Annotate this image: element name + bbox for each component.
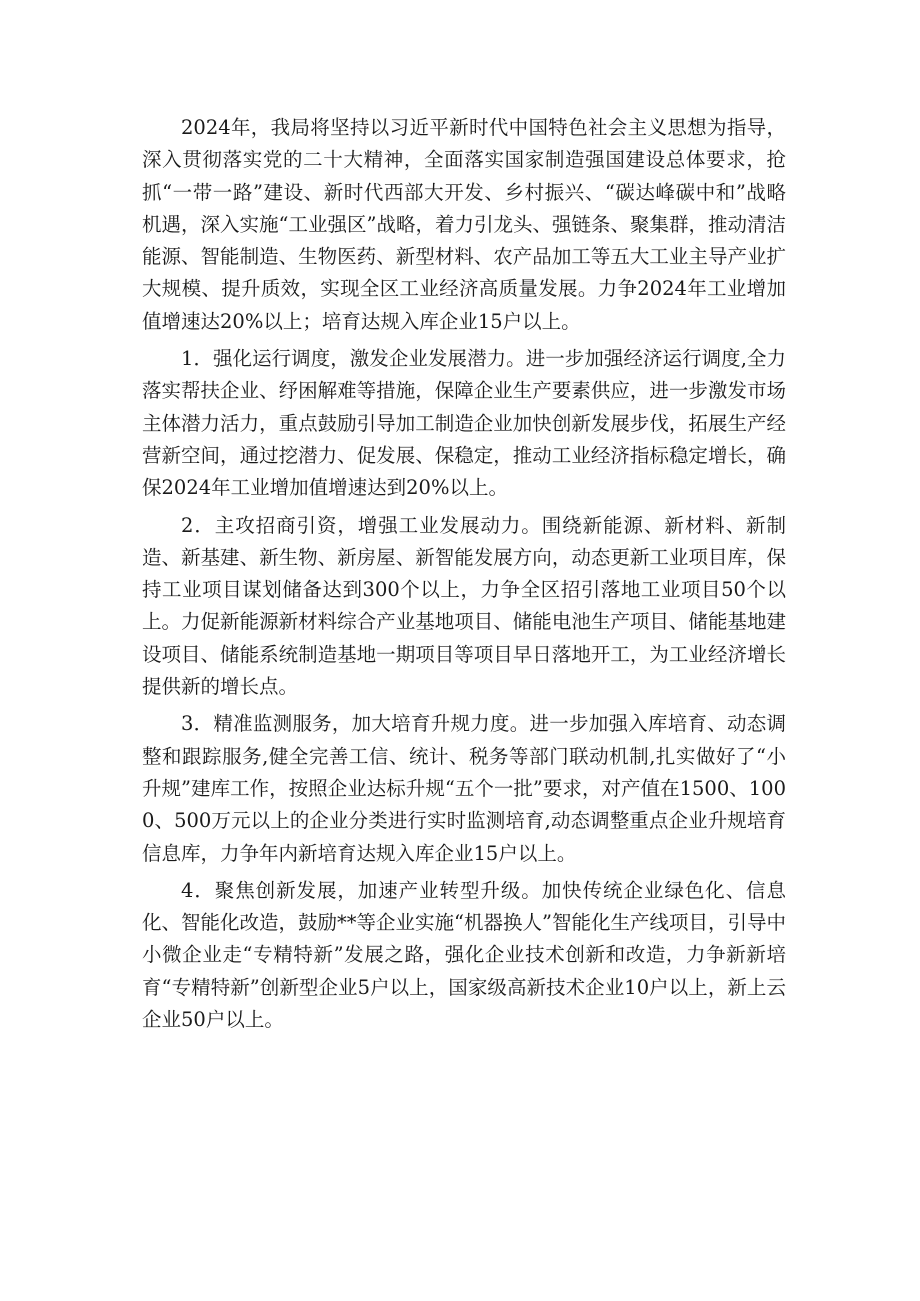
paragraph-3-monitoring-service: 3．精准监测服务，加大培育升规力度。进一步加强入库培育、动态调整和跟踪服务,健全完善工信、统计、税务等部门联动机制,扎实做好了“小升规”建库工作，按照企业达标升规“五个一批”要求，对产值在1500、1000、500万元以上的企业分类进行实时监测培育,动态调整重点企业升规培育信息库，力争年内新培育达规入库企业15户以上。	[142, 712, 786, 865]
document-body	[142, 112, 786, 1041]
paragraph-2-investment-attraction: 2．主攻招商引资，增强工业发展动力。围绕新能源、新材料、新制造、新基建、新生物、新房屋、新智能发展方向，动态更新工业项目库，保持工业项目谋划储备达到300个以上，力争全区招引落地工业项目50个以上。力促新能源新材料综合产业基地项目、储能电池生产项目、储能基地建设项目、储能系统制造基地一期项目等项目早日落地开工，为工业经济增长提供新的增长点。	[142, 513, 786, 699]
paragraph-4-innovation-development: 4．聚焦创新发展，加速产业转型升级。加快传统企业绿色化、信息化、智能化改造，鼓励**等企业实施“机器换人”智能化生产线项目，引导中小微企业走“专精特新”发展之路，强化企业技术创新和改造，力争新新培育“专精特新”创新型企业5户以上，国家级高新技术企业10户以上，新上云企业50户以上。	[142, 878, 786, 1032]
intro-paragraph: 2024年，我局将坚持以习近平新时代中国特色社会主义思想为指导，深入贯彻落实党的二十大精神，全面落实国家制造强国建设总体要求，抢抓“一带一路”建设、新时代西部大开发、乡村振兴、“碳达峰碳中和”战略机遇，深入实施“工业强区”战略，着力引龙头、强链条、聚集群，推动清洁能源、智能制造、生物医药、新型材料、农产品加工等五大工业主导产业扩大规模、提升质效，实现全区工业经济高质量发展。力争2024年工业增加值增速达20%以上；培育达规入库企业15户以上。	[142, 116, 786, 333]
paragraph-1-operation-scheduling: 1．强化运行调度，激发企业发展潜力。进一步加强经济运行调度,全力落实帮扶企业、纾困解难等措施，保障企业生产要素供应，进一步激发市场主体潜力活力，重点鼓励引导加工制造企业加快创新发展步伐，拓展生产经营新空间，通过挖潜力、促发展、保稳定，推动工业经济指标稳定增长，确保2024年工业增加值增速达到20%以上。	[142, 347, 786, 500]
